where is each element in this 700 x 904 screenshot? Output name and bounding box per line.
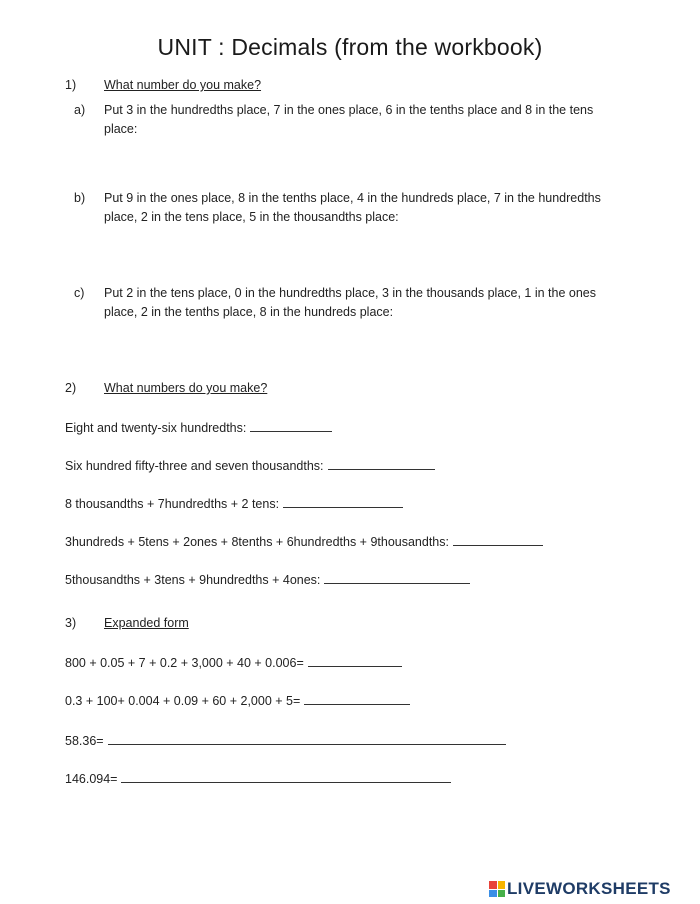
answer-blank-q2-3[interactable] (283, 493, 403, 508)
q3-line-1 (65, 652, 402, 673)
q2-prompt-3: 8 thousandths + 7hundredths + 2 tens: (65, 497, 280, 511)
q1a-label: a) (74, 103, 86, 117)
q2-line-1 (65, 417, 332, 438)
answer-blank-q2-2[interactable] (328, 455, 435, 470)
q2-line-3 (65, 493, 403, 514)
answer-blank-q3-2[interactable] (304, 690, 410, 705)
q1c-label: c) (74, 286, 85, 300)
q2-prompt-2: Six hundred fifty-three and seven thousandths: (65, 459, 324, 473)
q3-line-2 (65, 690, 410, 711)
q2-prompt-1: Eight and twenty-six hundredths: (65, 421, 247, 435)
q3-line-3 (65, 730, 506, 751)
answer-blank-q2-5[interactable] (324, 569, 470, 584)
answer-blank-q3-1[interactable] (308, 652, 402, 667)
logo-text: LIVEWORKSHEETS (507, 879, 671, 898)
answer-blank-q2-1[interactable] (250, 417, 332, 432)
answer-blank-q2-4[interactable] (453, 531, 543, 546)
liveworksheets-logo (489, 879, 671, 899)
answer-blank-q3-4[interactable] (121, 768, 451, 783)
q2-line-2 (65, 455, 435, 476)
q2-number: 2) (65, 381, 77, 395)
q3-prompt-3: 58.36= (65, 734, 104, 748)
q2-prompt-4: 3hundreds + 5tens + 2ones + 8tenths + 6hundredths + 9thousandths: (65, 535, 449, 549)
q3-number: 3) (65, 616, 77, 630)
liveworksheets-logo-icon (489, 881, 505, 897)
q2-line-5 (65, 569, 470, 590)
q3-prompt-2: 0.3 + 100+ 0.004 + 0.09 + 60 + 2,000 + 5= (65, 694, 301, 708)
q1b-label: b) (74, 191, 86, 205)
q3-prompt-1: 800 + 0.05 + 7 + 0.2 + 3,000 + 40 + 0.006= (65, 656, 304, 670)
q1-number: 1) (65, 78, 77, 92)
worksheet-title: UNIT : Decimals (from the workbook) (157, 34, 543, 60)
q3-prompt-4: 146.094= (65, 772, 118, 786)
q2-line-4 (65, 531, 543, 552)
q1b-text: Put 9 in the ones place, 8 in the tenths place, 4 in the hundreds place, 7 in the hundredths place, 2 in the tens place, 5 in the thousandths place: (104, 191, 601, 224)
q2-heading: What numbers do you make? (104, 381, 268, 395)
q3-heading: Expanded form (104, 616, 189, 630)
q1a-text: Put 3 in the hundredths place, 7 in the ones place, 6 in the tenths place and 8 in the tens place: (104, 103, 594, 136)
q2-prompt-5: 5thousandths + 3tens + 9hundredths + 4ones: (65, 573, 321, 587)
q3-line-4 (65, 768, 451, 789)
q1c-text: Put 2 in the tens place, 0 in the hundredths place, 3 in the thousands place, 1 in the ones place, 2 in the tenths place, 8 in the hundreds place: (104, 286, 597, 319)
answer-blank-q3-3[interactable] (108, 730, 506, 745)
q1-heading: What number do you make? (104, 78, 262, 92)
